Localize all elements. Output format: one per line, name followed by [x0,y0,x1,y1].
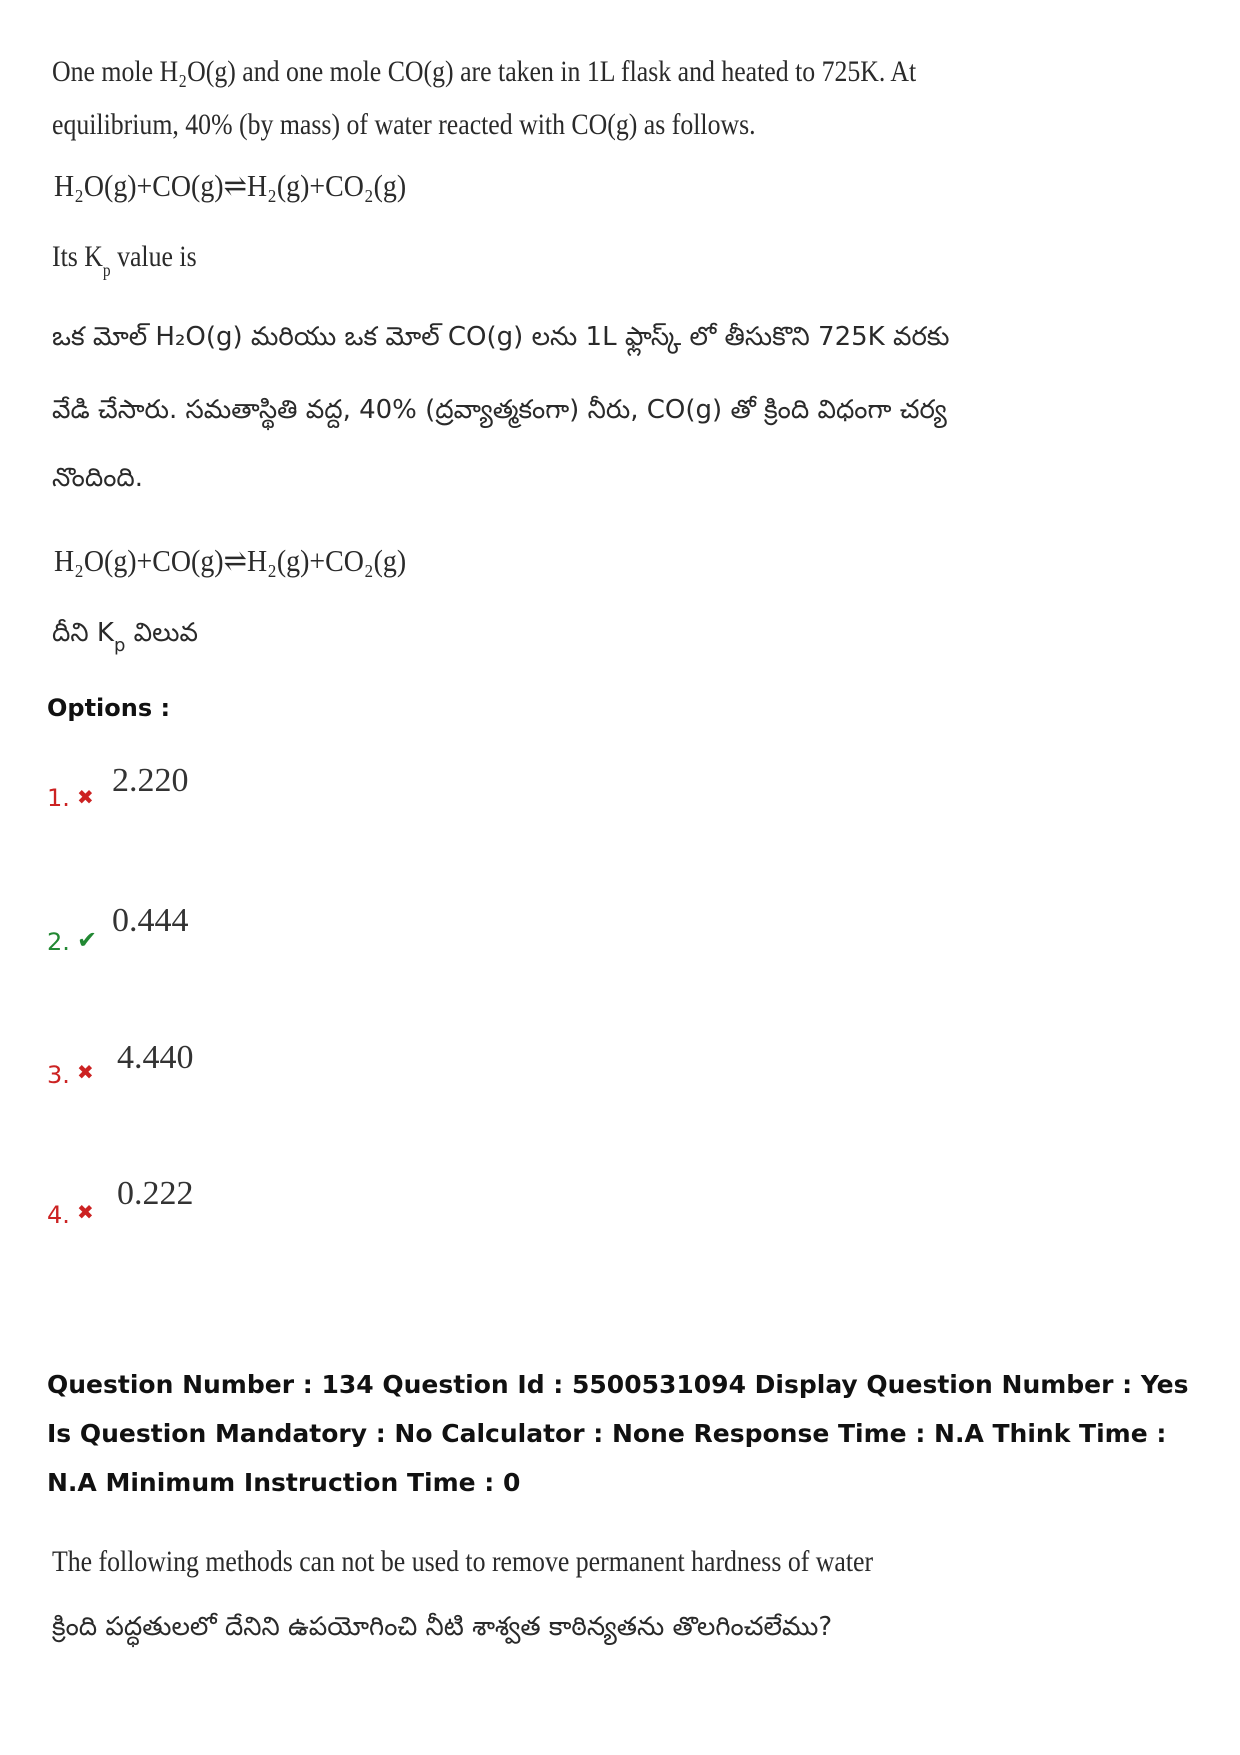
option-value: 4.440 [117,1039,194,1076]
option-value: 0.222 [117,1175,194,1212]
prompt-subscript: p [102,260,111,280]
option-number: 2. [47,928,70,956]
prompt-text: Its K [52,240,103,273]
question-meta-info: Question Number : 134 Question Id : 5500531094 Display Question Number : Yes Is Question Mandatory : No Calculator : None Response Time : N.A Think Time : N.A Minimum Instruction Time : 0 [47,1370,1189,1497]
check-icon: ✔ [77,926,98,954]
telugu-prompt-subscript: p [113,635,126,656]
cross-icon: ✖ [77,1200,94,1224]
option-number: 1. [47,784,70,812]
cross-icon: ✖ [77,785,94,809]
question-telugu-line-3: నొందింది. [52,463,143,493]
option-number: 4. [47,1201,70,1229]
option-number: 3. [47,1061,70,1089]
telugu-prompt-tail: విలువ [125,618,199,648]
question-english-line-2: equilibrium, 40% (by mass) of water reacted with CO(g) as follows. [52,108,756,141]
question-telugu-line-1: ఒక మోల్ H₂O(g) మరియు ఒక మోల్ CO(g) లను 1L ఫ్లాస్క్ లో తీసుకొని 725K వరకు [52,322,950,352]
prompt-tail: value is [110,240,197,273]
telugu-prompt-text: దీని K [52,618,114,648]
question-english-prompt [52,240,197,281]
question-english-line-1: One mole H₂O(g) and one mole CO(g) are taken in 1L flask and heated to 725K. At [52,55,917,88]
cross-icon: ✖ [77,1060,94,1084]
option-value: 2.220 [112,762,189,799]
next-question-english: The following methods can not be used to remove permanent hardness of water [52,1545,874,1578]
options-label: Options : [47,694,171,722]
reaction-equation-telugu: H₂O(g)+CO(g)⇌H₂(g)+CO₂(g) [54,543,407,578]
option-value: 0.444 [112,902,189,939]
question-telugu-prompt [52,618,198,656]
reaction-equation-english: H₂O(g)+CO(g)⇌H₂(g)+CO₂(g) [54,168,407,203]
next-question-telugu: క్రింది పద్ధతులలో దేనిని ఉపయోగించి నీటి శాశ్వత కాఠిన్యతను తొలగించలేము? [52,1612,833,1642]
question-telugu-line-2: వేడి చేసారు. సమతాస్థితి వద్ద, 40% (ద్రవ్యాత్మకంగా) నీరు, CO(g) తో క్రింది విధంగా చర్య [52,395,947,425]
